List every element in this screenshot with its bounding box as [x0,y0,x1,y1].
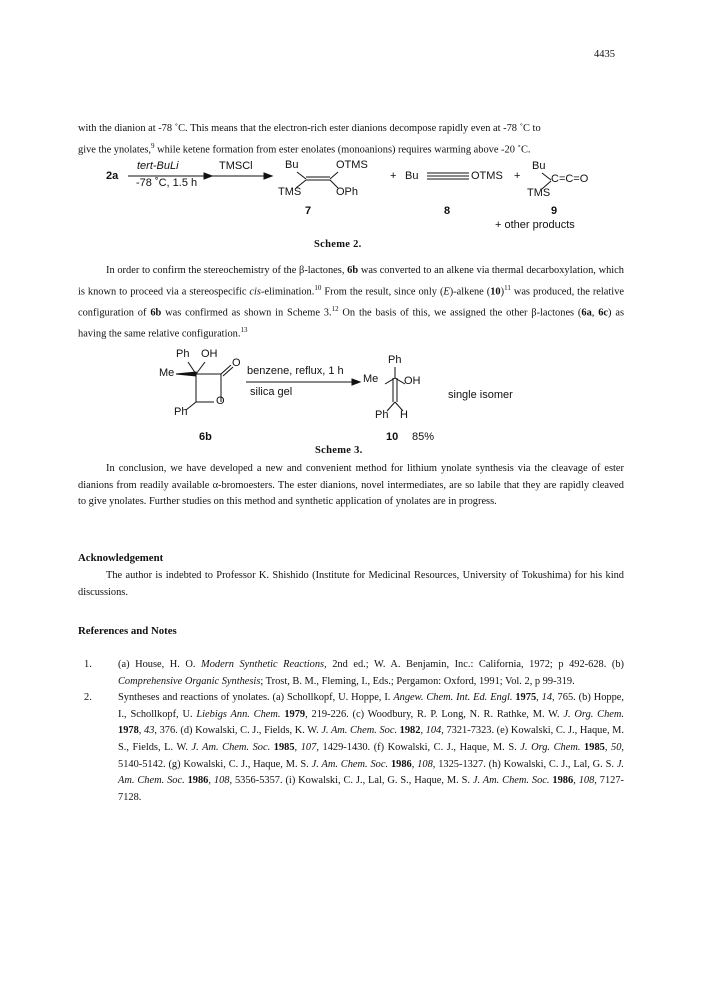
ref2-journal-4: J. Am. Chem. Soc. [321,725,398,737]
bond-oh-top [196,362,205,374]
ref2-year-6: 1985 [584,741,605,753]
ref2-text-10: , 7127-7128. [118,775,625,803]
c8-otms: OTMS [471,170,503,182]
citation-10: 10 [314,283,322,292]
c7-tms: TMS [278,186,302,198]
ref2-journal-2: Liebigs Ann. Chem. [196,708,281,720]
citation-12: 12 [331,304,339,313]
conclusion-line-1: In conclusion, we have developed a new and convenient method for lithium ynolate synthesis via the [106,463,548,474]
p2-comma: , [591,307,599,319]
ref2-year-8: 1986 [187,775,209,787]
ref2-text-4: , 376. (d) Kowalski, C. J., Fields, K. W. [154,725,322,737]
ref2-text-1: Syntheses and reactions of ynolates. (a) Schollkopf, U. Hoppe, I. [118,692,394,704]
ref2-journal-7: J. Am. Chem. Soc. [311,758,389,770]
p2-text-10: ) as having the same relative configuration. [78,307,624,340]
intro-line-2b: while ketene formation from ester enolates (monoanions) requires warming above -20 ˚C. [154,144,531,156]
c9-bu: Bu [532,160,546,172]
acknowledgement-paragraph [78,568,624,601]
s3-o-carbonyl: O [232,357,241,369]
scheme-2-caption: Scheme 2. [314,239,362,250]
s3-oh-top: OH [201,348,218,360]
c9-tms: TMS [527,187,551,199]
ref2-text-5: , 7321-7323. (e) Kowalski, C. J., Haque, M. S., Fields, L. W. [118,725,624,753]
ref2-journal-8: J. Am. Chem. Soc. [118,758,625,787]
p2-text-9: On the basis of this, we assigned the other β-lactones ( [342,307,582,319]
compound-ref-6a: 6a [581,307,592,319]
compound-ref-10: 10 [490,286,501,298]
citation-11: 11 [504,283,511,292]
ref2-year-5: 1985 [273,741,295,753]
reagent-tmscl: TMSCl [219,160,253,172]
compound-8-label: 8 [444,205,451,217]
ref2-year-1: 1975 [515,692,537,704]
compound-2a: 2a [106,170,119,182]
condition-temp-time: -78 ˚C, 1.5 h [136,177,198,189]
c9-bond-bu [542,173,551,180]
single-isomer: single isomer [448,389,513,401]
conclusion-line-4: ynolates are in progress. [395,496,497,508]
intro-line-2a: give the ynolates, [78,144,152,156]
acknowledgement-heading: Acknowledgement [78,552,164,564]
compound-ref-6b: 6b [347,265,359,276]
p2-e-descriptor: E [443,286,450,298]
p10-ph: Ph [388,354,402,366]
p2-paren: ( [439,286,444,298]
compound-6b-label: 6b [199,431,212,443]
compound-9-label: 9 [551,205,558,217]
citation-9: 9 [151,141,155,150]
c8-bu: Bu [405,170,419,182]
p2-text-3: decarboxylation, which is known to proceed via a stereospecific [78,265,624,298]
yield-85: 85% [412,431,435,443]
conclusion-line-2: cleavage of ester dianions from readily available α-bromoesters. The ester dianions, novel intermediates, are so [78,463,624,491]
ref1-text-b: 2nd ed.; W. A. Benjamin, Inc.: California, 1972; p 492-628. (b) [326,659,624,670]
ref2-volume-7: 108 [417,758,433,770]
other-products: + other products [495,219,575,231]
ref2-text-8: , 1325-1327. (h) Kowalski, C. J., Lal, G. S. [432,758,617,770]
scheme-3-caption: Scheme 3. [315,445,363,456]
ref2-volume-4: 104 [425,725,442,737]
compound-10-label: 10 [386,431,399,443]
c7-bond-otms [330,172,338,179]
bond-ph-bottom [186,402,196,410]
reference-1 [78,657,624,690]
compound-ref-6c: 6c [598,307,609,319]
p2-cis: cis [249,286,261,298]
ref2-volume-5: 107 [300,741,317,753]
s3-me: Me [159,367,175,379]
c9-ketene: C=C=O [551,173,589,185]
s3-ph-top: Ph [176,348,190,360]
reagent-tert-buli: tert-BuLi [137,160,179,172]
p2-text-7: was produced, the relative configuration of [78,286,624,319]
compound-7-label: 7 [305,205,312,217]
p10-me: Me [363,373,379,385]
ref2-year-4: 1982 [399,725,421,737]
p10-ph2: Ph [375,409,389,421]
c7-bond-bu [297,172,306,179]
ref2-journal-3: J. Org. Chem. [563,708,625,720]
ref2-text-7: , 5140-5142. (g) Kowalski, C. J., Haque, M. S. [118,741,625,770]
conclusion-line-3: labile that they are rapidly cleaved to give ynolates. Further studies on this method and synthetic application of [78,479,624,508]
ref2-volume-3: 43 [144,725,155,737]
ref1-text-c: ; Trost, B. M., Fleming, I., Eds.; Pergamon: Oxford, 1991; Vol. 2, p 99-319. [260,675,575,687]
reference-1-number: 1. [84,659,92,670]
plus-sign-1: + [390,170,397,182]
reference-2: 2. Syntheses and reactions of ynolates. (a) Schollkopf, U. Hoppe, I. Angew. Chem. Int. Ed. Engl. 1975, 14, 765. (b) Hoppe, I., Schollkopf, U. Liebigs Ann. Chem. 1979, 219-226. (c) Woodbury, R. P. Long, N. R. Rathke, M. W. J. Org. Chem. 1978, 43, 376. (d) Kowalski, C. J., Fields, K. W. J. Am. Chem. Soc. 1982, 104, 7321-7323. (e) Kowalski, C. J., Haque, M. S., Fields, L. W. J. Am. Chem. Soc. 1985, 107, 1429-1430. (f) Kowalski, C. J., Haque, M. S. J. Org. Chem. 1985, 50, 5140-5142. (g) Kowalski, C. J., Haque, M. S. J. Am. Chem. Soc. 1986, 108, 1325-1327. (h) Kowalski, C. J., Lal, G. S. J. Am. Chem. Soc. 1986, 108, 5356-5357. (i) Kowalski, C. J., Lal, G. S., Haque, M. S. J. Am. Chem. Soc. 1986, 108, 7127-7128. [84,692,625,803]
ref2-year-9: 1986 [552,775,574,787]
p2-text-5: From the result, since only [321,286,437,298]
ref2-volume-9: 108 [578,775,595,787]
bond-me-wedge [176,372,196,376]
p2-text-8: was confirmed as shown in Scheme 3. [161,307,332,319]
ref2-volume-6: 50 [611,741,622,753]
ref2-year-2: 1979 [284,708,306,720]
p10-h: H [400,409,408,421]
ref2-journal-5: J. Am. Chem. Soc. [191,741,271,753]
c7-oph: OPh [336,186,359,198]
ref2-text-9: , 5356-5357. (i) Kowalski, C. J., Lal, G. S., Haque, M. S. [229,775,473,787]
citation-13: 13 [240,325,248,334]
c7-bu: Bu [285,159,299,171]
s3-condition-1: benzene, reflux, 1 h [247,365,344,377]
intro-line-1: with the dianion at -78 ˚C. This means that the electron-rich ester dianions decompose rapidly even at -78 ˚C to [78,123,541,134]
p2-paren-close: ) [500,286,505,298]
ref2-text-6: , 1429-1430. (f) Kowalski, C. J., Haque, M. S. [316,741,521,753]
ref2-journal-1: Angew. Chem. Int. Ed. Engl. [393,692,513,704]
ack-line-2: Tokushima) for his kind discussions. [78,570,624,598]
ref2-text-2: , 765. (b) Hoppe, I., Schollkopf, U. [118,692,624,720]
s3-ph-bottom: Ph [174,406,188,418]
ref2-journal-9: J. Am. Chem. Soc. [472,775,550,787]
ref2-text-3: , 219-226. (c) Woodbury, R. P. Long, N. R. Rathke, M. W. [305,708,564,720]
references-heading: References and Notes [78,625,177,637]
scheme2-arrowhead-1 [204,173,212,179]
page-number: 4435 [594,49,615,60]
ack-line-1: The author is indebted to Professor K. Shishido (Institute for Medicinal Resources, University of [106,570,519,581]
ref1-book-title: Modern Synthetic Reactions, [201,659,327,670]
p2-text-2: was converted to an alkene via thermal [358,265,524,276]
c7-otms: OTMS [336,159,368,171]
ref1-book-title-2: Comprehensive Organic Synthesis [118,675,261,687]
ref2-volume-1: 14 [541,692,553,704]
compound-ref-6b-2: 6b [150,307,162,319]
plus-sign-2: + [514,170,521,182]
p2-text-6: )-alkene ( [449,286,491,298]
reference-2-number: 2. [84,692,92,704]
conclusion-paragraph [78,461,624,511]
s3-o-ring: O [216,395,225,407]
s3-condition-2: silica gel [250,386,293,398]
stereochemistry-paragraph [78,263,624,343]
ref2-year-7: 1986 [390,758,412,770]
reference-list [78,657,624,806]
p2-text-1: In order to confirm the stereochemistry of the β-lactones, [106,265,348,276]
ref2-year-3: 1978 [118,725,139,737]
ref1-text-a: (a) House, H. O. [118,659,202,670]
scheme3-arrowhead [352,379,360,385]
p2-text-4: -elimination. [260,286,315,298]
scheme2-arrowhead-2 [264,173,272,179]
ref2-journal-6: J. Org. Chem. [520,741,581,753]
p10-oh: OH [404,375,421,387]
ref2-volume-8: 108 [213,775,230,787]
